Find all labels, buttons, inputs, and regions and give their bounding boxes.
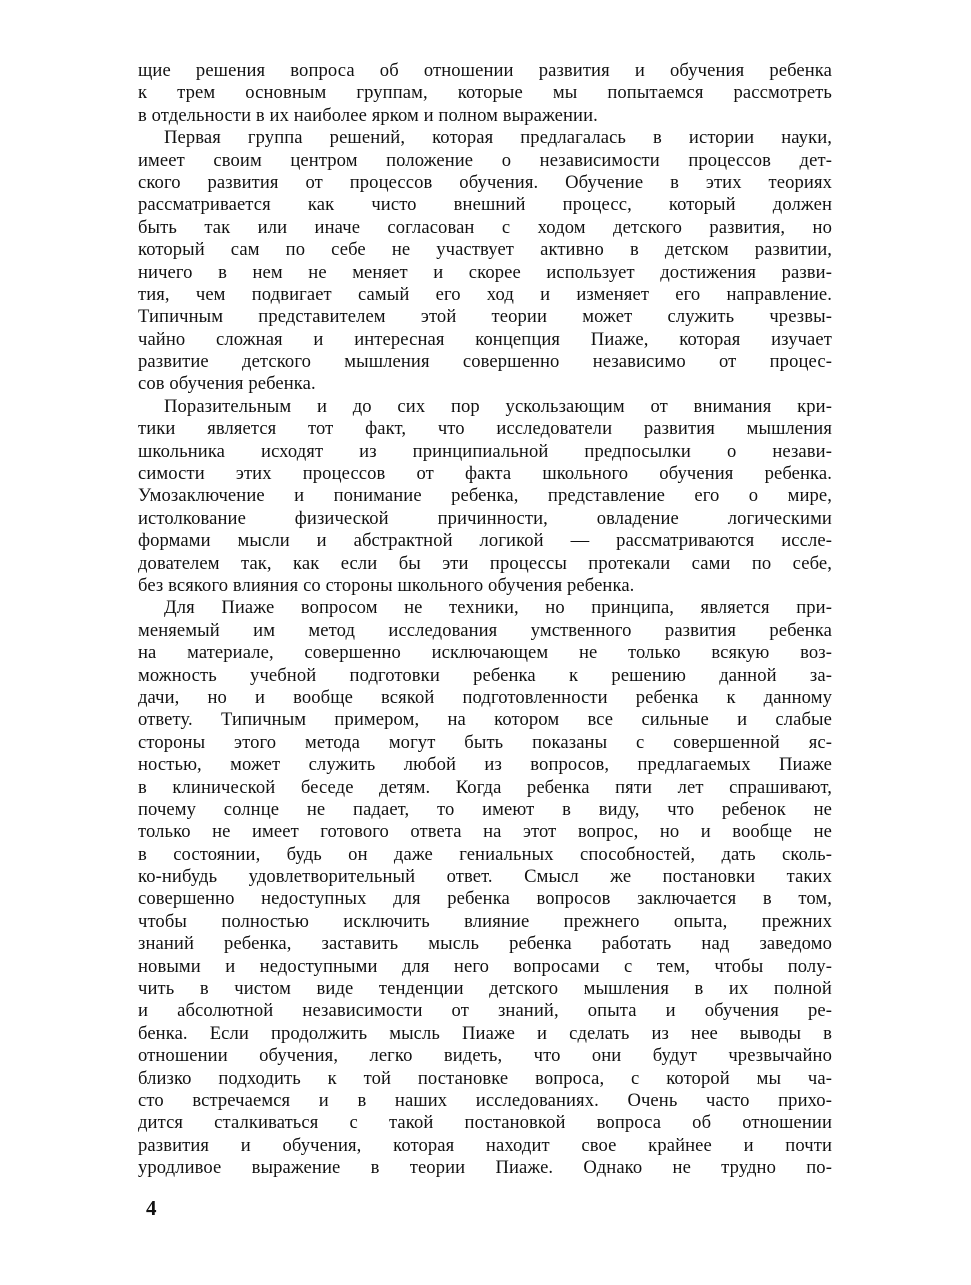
- text-line: близко подходить к той постановке вопроса, с которой мы ча-: [138, 1067, 832, 1089]
- text-line: ответу. Типичным примером, на котором все сильные и слабые: [138, 709, 832, 731]
- text-line: знаний ребенка, заставить мысль ребенка работать над заведомо: [138, 933, 832, 955]
- text-line: Поразительным и до сих пор ускользающим от внимания кри-: [164, 395, 832, 417]
- paragraph: [138, 597, 832, 1179]
- text-line: новыми и недоступными для него вопросами с тем, чтобы полу-: [138, 955, 832, 977]
- text-line: тия, чем подвигает самый его ход и изменяет его направление.: [138, 283, 832, 305]
- text-line: в клинической беседе детям. Когда ребенка пяти лет спрашивают,: [138, 776, 832, 798]
- paragraph: [138, 60, 832, 127]
- page-number: 4: [146, 1196, 157, 1220]
- text-line: чайно сложная и интересная концепция Пиаже, которая изучает: [138, 328, 832, 350]
- text-line: истолкование физической причинности, овладение логическими: [138, 507, 832, 529]
- text-line: ко-нибудь удовлетворительный ответ. Смысл же постановки таких: [138, 866, 832, 888]
- text-line: Типичным представителем этой теории может служить чрезвы-: [138, 306, 832, 328]
- text-line: отношении обучения, легко видеть, что они будут чрезвычайно: [138, 1045, 832, 1067]
- text-line: ского развития от процессов обучения. Обучение в этих теориях: [138, 171, 832, 193]
- text-line: сов обучения ребенка.: [138, 373, 316, 395]
- text-line: быть так или иначе согласован с ходом детского развития, но: [138, 216, 832, 238]
- text-line: дачи, но и вообще всякой подготовленности ребенка к данному: [138, 686, 832, 708]
- text-line: дится сталкиваться с такой постановкой вопроса об отношении: [138, 1112, 832, 1134]
- text-line: в отдельности в их наиболее ярком и полном выражении.: [138, 104, 598, 126]
- text-line: совершенно недоступных для ребенка вопросов заключается в том,: [138, 888, 832, 910]
- text-line: рассматривается как чисто внешний процесс, который должен: [138, 194, 832, 216]
- text-line: развития и обучения, которая находит свое крайнее и почти: [138, 1134, 832, 1156]
- text-line: тики является тот факт, что исследователи развития мышления: [138, 418, 832, 440]
- text-line: сто встречаемся и в наших исследованиях. Очень часто прихо-: [138, 1089, 832, 1111]
- text-line: без всякого влияния со стороны школьного обучения ребенка.: [138, 574, 635, 596]
- text-line: бенка. Если продолжить мысль Пиаже и сделать из нее выводы в: [138, 1022, 832, 1044]
- paragraph: [138, 127, 832, 396]
- text-line: на материале, совершенно исключающем не только всякую воз-: [138, 642, 832, 664]
- text-line: щие решения вопроса об отношении развития и обучения ребенка: [138, 60, 832, 81]
- text-line: ничего в нем не меняет и скорее использует достижения разви-: [138, 261, 832, 283]
- text-line: чтобы полностью исключить влияние прежнего опыта, прежних: [138, 910, 832, 932]
- text-line: имеет своим центром положение о независимости процессов дет-: [138, 149, 832, 171]
- text-line: в состоянии, будь он даже гениальных способностей, дать сколь-: [138, 843, 832, 865]
- text-line: симости этих процессов от факта школьного обучения ребенка.: [138, 463, 832, 485]
- text-line: формами мысли и абстрактной логикой — рассматриваются иссле-: [138, 530, 832, 552]
- text-line: ностью, может служить любой из вопросов, предлагаемых Пиаже: [138, 754, 832, 776]
- text-line: к трем основным группам, которые мы попытаемся рассмотреть: [138, 82, 832, 104]
- text-line: только не имеет готового ответа на этот вопрос, но и вообще не: [138, 821, 832, 843]
- text-line: можность учебной подготовки ребенка к решению данной за-: [138, 664, 832, 686]
- text-line: и абсолютной независимости от знаний, опыта и обучения ре-: [138, 1000, 832, 1022]
- text-line: развитие детского мышления совершенно независимо от процес-: [138, 351, 832, 373]
- text-line: Первая группа решений, которая предлагалась в истории науки,: [164, 127, 832, 149]
- text-line: чить в чистом виде тенденции детского мышления в их полной: [138, 978, 832, 1000]
- paragraph: [138, 396, 832, 598]
- text-line: дователем так, как если бы эти процессы протекали сами по себе,: [138, 552, 832, 574]
- text-line: почему солнце не падает, то имеют в виду, что ребенок не: [138, 798, 832, 820]
- text-line: Для Пиаже вопросом не техники, но принципа, является при-: [164, 597, 832, 619]
- text-line: школьника исходят из принципиальной предпосылки о незави-: [138, 440, 832, 462]
- text-line: уродливое выражение в теории Пиаже. Однако не трудно по-: [138, 1157, 832, 1179]
- body-text: [138, 60, 832, 1180]
- text-line: меняемый им метод исследования умственного развития ребенка: [138, 619, 832, 641]
- text-line: Умозаключение и понимание ребенка, представление его о мире,: [138, 485, 832, 507]
- text-line: стороны этого метода могут быть показаны с совершенной яс-: [138, 731, 832, 753]
- text-line: который сам по себе не участвует активно в детском развитии,: [138, 239, 832, 261]
